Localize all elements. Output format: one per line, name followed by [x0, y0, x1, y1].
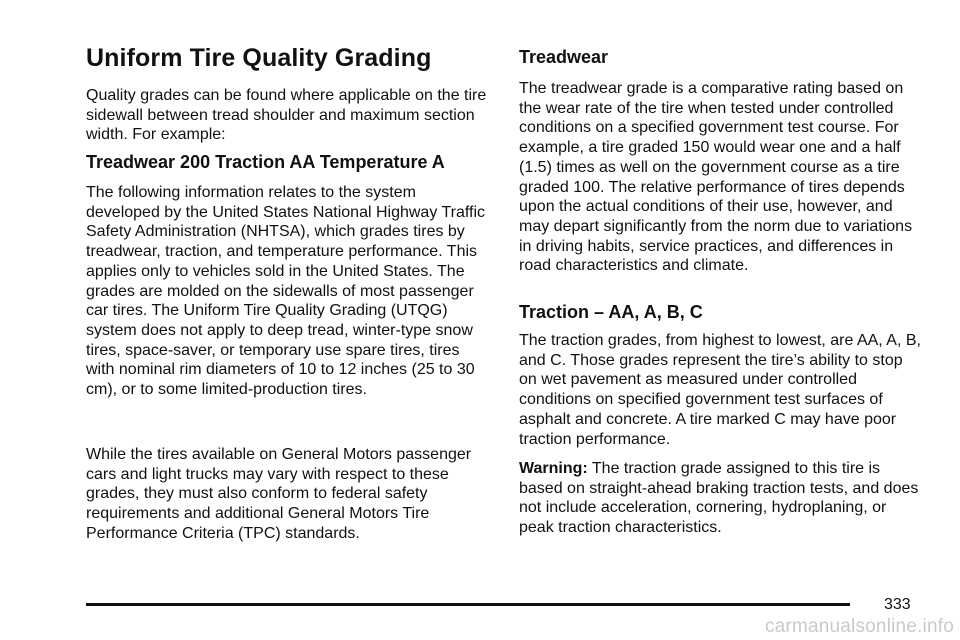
traction-heading: Traction – AA, A, B, C [519, 302, 703, 322]
footer-rule [86, 603, 850, 606]
gm-standards-paragraph: While the tires available on General Motors passenger cars and light trucks may vary with respect to these grades, they must also conform to federal safety requirements and additional General Motors Tire Performance Criteria (TPC) standards. [86, 446, 472, 542]
watermark: carmanualsonline.info [764, 616, 954, 637]
treadwear-heading: Treadwear [519, 47, 609, 67]
warning-label: Warning: [519, 460, 588, 477]
nhtsa-paragraph: The following information relates to the system developed by the United States National Highway Traffic Safety Administration (NHTSA), which grades tires by treadwear, traction, and temperature performance. This applies only to vehicles sold in the United States. The grades are molded on the sidewalls of most passenger car tires. The Uniform Tire Quality Grading (UTQG) system does not apply to deep tread, winter-type snow tires, space-saver, or temporary use spare tires, tires with nominal rim diameters of 10 to 12 inches (25 to 30 cm), or to some limited-production tires. [86, 184, 486, 399]
traction-paragraph: The traction grades, from highest to lowest, are AA, A, B, and C. Those grades represent the tire’s ability to stop on wet pavement as measured under controlled conditions on specified government test surfaces of asphalt and concrete. A tire marked C may have poor traction performance. [519, 332, 921, 448]
warning-text: The traction grade assigned to this tire is based on straight-ahead braking traction tests, and does not include acceleration, cornering, hydroplaning, or peak traction characteristics. [519, 460, 919, 537]
warning-paragraph [519, 459, 921, 538]
treadwear-paragraph: The treadwear grade is a comparative rating based on the wear rate of the tire when tested under controlled conditions on a specified government test course. For example, a tire graded 150 would wear one and a half (1.5) times as well on the government course as a tire graded 100. The relative performance of tires depends upon the actual conditions of their use, however, and may depart significantly from the norm due to variations in driving habits, service practices, and differences in road characteristics and climate. [519, 80, 913, 275]
page-number: 333 [884, 596, 911, 613]
example-grade-heading: Treadwear 200 Traction AA Temperature A [86, 152, 445, 172]
page-title: Uniform Tire Quality Grading [86, 44, 432, 72]
intro-paragraph: Quality grades can be found where applicable on the tire sidewall between tread shoulder and maximum section width. For example: [86, 87, 487, 144]
